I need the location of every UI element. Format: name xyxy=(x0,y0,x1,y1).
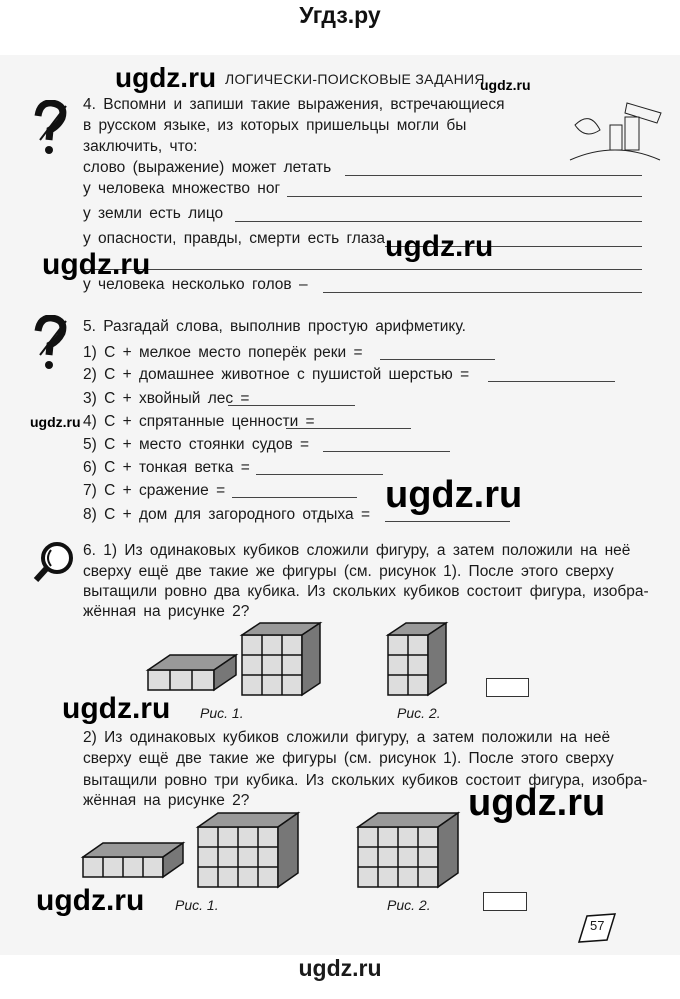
watermark: ugdz.ru xyxy=(42,248,151,281)
task4-text-line: 4. Вспомни и запиши такие выражения, встречающиеся xyxy=(83,96,505,113)
answer-box[interactable] xyxy=(486,678,529,697)
flying-word-illustration-icon xyxy=(565,95,665,165)
site-header: Угдз.ру xyxy=(299,2,381,28)
question-pen-icon xyxy=(30,315,70,370)
watermark: ugdz.ru xyxy=(30,414,81,430)
answer-line[interactable] xyxy=(235,221,642,222)
watermark: ugdz.ru xyxy=(480,77,531,93)
answer-line[interactable] xyxy=(256,474,383,475)
watermark: ugdz.ru xyxy=(62,692,171,725)
answer-line[interactable] xyxy=(380,359,495,360)
task5-item: 4) С + спрятанные ценности = xyxy=(83,413,315,430)
task5-item: 7) С + сражение = xyxy=(83,482,226,499)
task6-text-line: 2) Из одинаковых кубиков сложили фигуру, а затем положили на неё xyxy=(83,729,611,746)
figure-caption: Рис. 2. xyxy=(387,897,431,913)
answer-line[interactable] xyxy=(345,175,642,176)
task6-text-line: жённая на рисунке 2? xyxy=(83,792,250,809)
answer-box[interactable] xyxy=(483,892,527,911)
watermark: ugdz.ru xyxy=(468,782,606,824)
watermark: ugdz.ru xyxy=(385,474,523,516)
task4-item: у опасности, правды, смерти есть глаза xyxy=(83,230,385,247)
task6-text-line: сверху ещё две такие же фигуры (см. рисунок 1). После этого сверху xyxy=(83,563,614,580)
cube-figures-2 xyxy=(78,805,498,895)
footer-site: ugdz.ru xyxy=(298,955,382,981)
task5-item: 6) С + тонкая ветка = xyxy=(83,459,250,476)
watermark: ugdz.ru xyxy=(385,230,494,263)
task4-item: слово (выражение) может летать xyxy=(83,159,332,176)
page-number: 57 xyxy=(590,918,605,933)
watermark: ugdz.ru xyxy=(115,62,217,93)
task5-item: 2) С + домашнее животное с пушистой шерстью = xyxy=(83,366,470,383)
task4-text-line: в русском языке, из которых пришельцы могли бы xyxy=(83,117,467,134)
task6-text-line: вытащили ровно три кубика. Из скольких кубиков состоит фигура, изобра- xyxy=(83,772,648,789)
figure-caption: Рис. 1. xyxy=(200,705,244,721)
task6-text-line: жённая на рисунке 2? xyxy=(83,603,250,620)
watermark: ugdz.ru xyxy=(36,884,145,917)
task5-title: 5. Разгадай слова, выполнив простую арифметику. xyxy=(83,318,466,335)
answer-line[interactable] xyxy=(287,196,642,197)
task4-text-line: заключить, что: xyxy=(83,138,198,155)
task5-item: 1) С + мелкое место поперёк реки = xyxy=(83,344,363,361)
answer-line[interactable] xyxy=(228,405,355,406)
answer-line[interactable] xyxy=(232,497,357,498)
magnifier-icon xyxy=(33,540,75,584)
task6-text-line: вытащили ровно два кубика. Из скольких кубиков состоит фигура, изобра- xyxy=(83,583,649,600)
task6-text-line: сверху ещё две такие же фигуры (см. рисунок 1). После этого сверху xyxy=(83,750,614,767)
section-title: ЛОГИЧЕСКИ-ПОИСКОВЫЕ ЗАДАНИЯ xyxy=(225,71,485,87)
figure-caption: Рис. 2. xyxy=(397,705,441,721)
cube-figures-1 xyxy=(140,615,470,710)
answer-line[interactable] xyxy=(488,381,615,382)
answer-line[interactable] xyxy=(323,451,450,452)
answer-line[interactable] xyxy=(323,292,642,293)
task5-item: 3) С + хвойный лес = xyxy=(83,390,250,407)
task4-item: у земли есть лицо xyxy=(83,205,224,222)
figure-caption: Рис. 1. xyxy=(175,897,219,913)
task6-text-line: 6. 1) Из одинаковых кубиков сложили фигуру, а затем положили на неё xyxy=(83,542,631,559)
task4-item: у человека несколько голов – xyxy=(83,276,308,293)
question-pen-icon xyxy=(30,100,70,155)
answer-line[interactable] xyxy=(385,521,510,522)
answer-line[interactable] xyxy=(286,428,411,429)
task5-item: 5) С + место стоянки судов = xyxy=(83,436,310,453)
task4-item: у человека множество ног xyxy=(83,180,281,197)
answer-line[interactable] xyxy=(83,269,642,270)
task5-item: 8) С + дом для загородного отдыха = xyxy=(83,506,370,523)
